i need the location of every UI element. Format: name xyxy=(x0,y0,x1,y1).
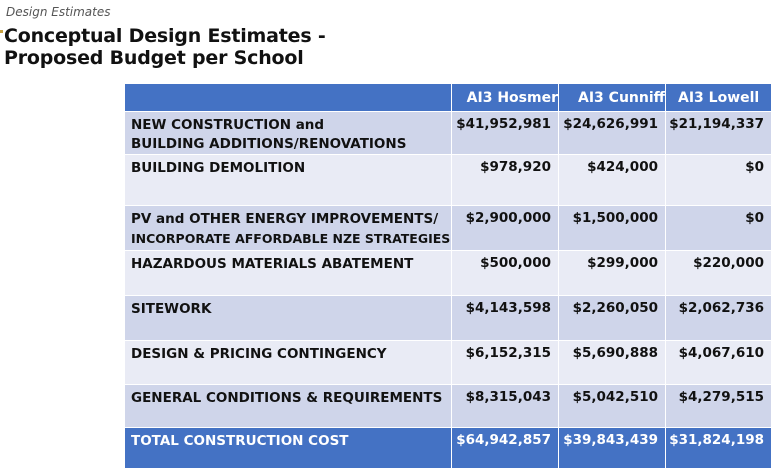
table-row-new-construction xyxy=(125,112,771,155)
table-row-contingency xyxy=(125,341,771,385)
row-label xyxy=(125,251,452,296)
page-title-line-2: Proposed Budget per School xyxy=(4,47,326,69)
total-label: TOTAL CONSTRUCTION COST xyxy=(131,432,451,451)
cell-hosmer: $978,920 xyxy=(452,155,559,206)
row-label-line-1: SITEWORK xyxy=(131,300,451,319)
cell-lowell: $0 xyxy=(666,155,771,206)
column-header-category xyxy=(125,84,452,112)
column-header-cunniff: AI3 Cunniff xyxy=(559,84,666,112)
cell-lowell-total: $31,824,198 xyxy=(666,428,771,469)
cell-cunniff: $299,000 xyxy=(559,251,666,296)
row-label-line-1: HAZARDOUS MATERIALS ABATEMENT xyxy=(131,255,451,274)
column-header-lowell: AI3 Lowell xyxy=(666,84,771,112)
row-label xyxy=(125,428,452,469)
page-title-line-1: Conceptual Design Estimates - xyxy=(4,25,326,47)
cell-cunniff: $24,626,991 xyxy=(559,112,666,155)
table-row-pv-energy xyxy=(125,206,771,251)
row-label-line-1: PV and OTHER ENERGY IMPROVEMENTS/ xyxy=(131,210,451,229)
cell-cunniff-total: $39,843,439 xyxy=(559,428,666,469)
cell-lowell: $2,062,736 xyxy=(666,296,771,341)
table-row-general-conditions xyxy=(125,385,771,428)
cell-hosmer: $4,143,598 xyxy=(452,296,559,341)
cell-cunniff: $5,690,888 xyxy=(559,341,666,385)
row-label xyxy=(125,112,452,155)
cell-cunniff: $1,500,000 xyxy=(559,206,666,251)
cell-lowell: $4,279,515 xyxy=(666,385,771,428)
row-label-line-1: DESIGN & PRICING CONTINGENCY xyxy=(131,345,451,364)
table-row-hazardous-materials xyxy=(125,251,771,296)
cell-lowell: $4,067,610 xyxy=(666,341,771,385)
cell-lowell: $220,000 xyxy=(666,251,771,296)
row-label xyxy=(125,296,452,341)
cell-hosmer: $6,152,315 xyxy=(452,341,559,385)
row-label-line-2: INCORPORATE AFFORDABLE NZE STRATEGIES xyxy=(131,229,451,248)
row-label xyxy=(125,206,452,251)
cell-hosmer: $41,952,981 xyxy=(452,112,559,155)
cell-cunniff: $5,042,510 xyxy=(559,385,666,428)
slide-accent-mark xyxy=(0,30,3,33)
cell-hosmer-total: $64,942,857 xyxy=(452,428,559,469)
cell-cunniff: $2,260,050 xyxy=(559,296,666,341)
table-row-total xyxy=(125,428,771,469)
row-label xyxy=(125,341,452,385)
row-label-line-1: NEW CONSTRUCTION and xyxy=(131,116,451,135)
row-label-line-2: BUILDING ADDITIONS/RENOVATIONS xyxy=(131,135,451,154)
cell-hosmer: $2,900,000 xyxy=(452,206,559,251)
cell-hosmer: $500,000 xyxy=(452,251,559,296)
row-label xyxy=(125,385,452,428)
row-label-line-1: GENERAL CONDITIONS & REQUIREMENTS xyxy=(131,389,451,408)
row-label-line-1: BUILDING DEMOLITION xyxy=(131,159,451,178)
cell-cunniff: $424,000 xyxy=(559,155,666,206)
cell-lowell: $0 xyxy=(666,206,771,251)
page-title xyxy=(4,25,326,69)
column-header-hosmer: AI3 Hosmer xyxy=(452,84,559,112)
section-label: Design Estimates xyxy=(6,5,111,19)
cell-hosmer: $8,315,043 xyxy=(452,385,559,428)
budget-table xyxy=(124,83,771,469)
table-header-row xyxy=(125,84,771,112)
row-label xyxy=(125,155,452,206)
table-row-building-demolition xyxy=(125,155,771,206)
cell-lowell: $21,194,337 xyxy=(666,112,771,155)
table-row-sitework xyxy=(125,296,771,341)
